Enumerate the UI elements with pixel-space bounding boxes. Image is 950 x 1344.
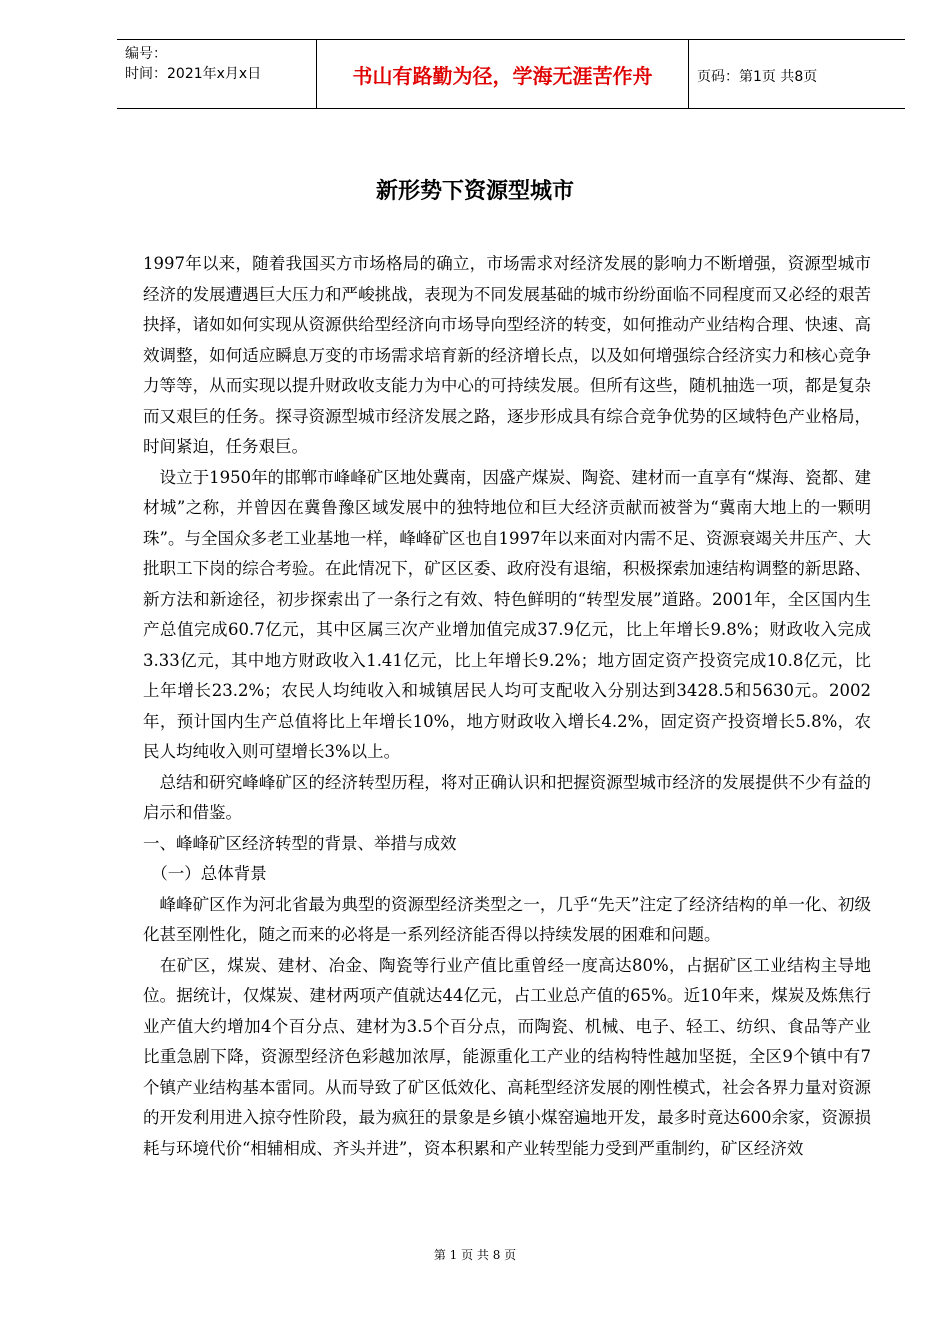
document-title: 新形势下资源型城市 xyxy=(375,178,574,204)
time-label: 时间：2021年x月x日 xyxy=(125,66,262,82)
page-footer: 第 1 页 共 8 页 xyxy=(433,1248,517,1262)
paragraph: 总结和研究峰峰矿区的经济转型历程，将对正确认识和把握资源型城市经济的发展提供不少有益的启示和借鉴。 xyxy=(143,772,871,822)
section-heading: 一、峰峰矿区经济转型的背景、举措与成效 xyxy=(143,833,457,853)
header-meta xyxy=(117,40,316,108)
paragraph: 在矿区，煤炭、建材、冶金、陶瓷等行业产值比重曾经一度高达80%，占据矿区工业结构主导地位。据统计，仅煤炭、建材两项产值就达44亿元，占工业总产值的65%。近10年来，煤炭及炼焦行业产值大约增加4个百分点、建材为3.5个百分点，而陶瓷、机械、电子、轻工、纺织、食品等产业比重急剧下降，资源型经济色彩越加浓厚，能源重化工产业的结构特性越加坚挺，全区9个镇中有7个镇产业结构基本雷同。从而导致了矿区低效化、高耗型经济发展的刚性模式，社会各界力量对资源的开发利用进入掠夺性阶段，最为疯狂的景象是乡镇小煤窑遍地开发，最多时竟达600余家，资源损耗与环境代价“相辅相成、齐头并进”，资本积累和产业转型能力受到严重制约，矿区经济效 xyxy=(143,955,871,1158)
paragraph: 设立于1950年的邯郸市峰峰矿区地处冀南，因盛产煤炭、陶瓷、建材而一直享有“煤海、瓷都、建材城”之称，并曾因在冀鲁豫区域发展中的独特地位和巨大经济贡献而被誉为“冀南大地上的一颗明珠”。与全国众多老工业基地一样，峰峰矿区也自1997年以来面对内需不足、资源衰竭关井压产、大批职工下岗的综合考验。在此情况下，矿区区委、政府没有退缩，积极探索加速结构调整的新思路、新方法和新途径，初步探索出了一条行之有效、特色鲜明的“转型发展”道路。2001年，全区国内生产总值完成60.7亿元，其中区属三次产业增加值完成37.9亿元，比上年增长9.8%；财政收入完成3.33亿元，其中地方财政收入1.41亿元，比上年增长9.2%；地方固定资产投资完成10.8亿元，比上年增长23.2%；农民人均纯收入和城镇居民人均可支配收入分别达到3428.5和5630元。2002年，预计国内生产总值将比上年增长10%，地方财政收入增长4.2%，固定资产投资增长5.8%，农民人均纯收入则可望增长3%以上。 xyxy=(143,467,871,761)
header-motto: 书山有路勤为径，学海无涯苦作舟 xyxy=(316,40,689,108)
subsection-heading: （一）总体背景 xyxy=(143,864,267,883)
page-header xyxy=(117,39,905,109)
code-label: 编号： xyxy=(125,46,167,62)
document-body xyxy=(143,249,871,1164)
paragraph: 1997年以来，随着我国买方市场格局的确立，市场需求对经济发展的影响力不断增强，资源型城市经济的发展遭遇巨大压力和严峻挑战，表现为不同发展基础的城市纷纷面临不同程度而又必经的艰苦抉择，诸如如何实现从资源供给型经济向市场导向型经济的转变，如何推动产业结构合理、快速、高效调整，如何适应瞬息万变的市场需求培育新的经济增长点，以及如何增强综合经济实力和核心竞争力等等，从而实现以提升财政收支能力为中心的可持续发展。但所有这些，随机抽选一项，都是复杂而又艰巨的任务。探寻资源型城市经济发展之路，逐步形成具有综合竞争优势的区域特色产业格局，时间紧迫，任务艰巨。 xyxy=(143,254,871,456)
paragraph: 峰峰矿区作为河北省最为典型的资源型经济类型之一，几乎“先天”注定了经济结构的单一化、初级化甚至刚性化，随之而来的必将是一系列经济能否得以持续发展的困难和问题。 xyxy=(143,894,871,944)
header-page-info: 页码：第1页 共8页 xyxy=(697,69,818,85)
